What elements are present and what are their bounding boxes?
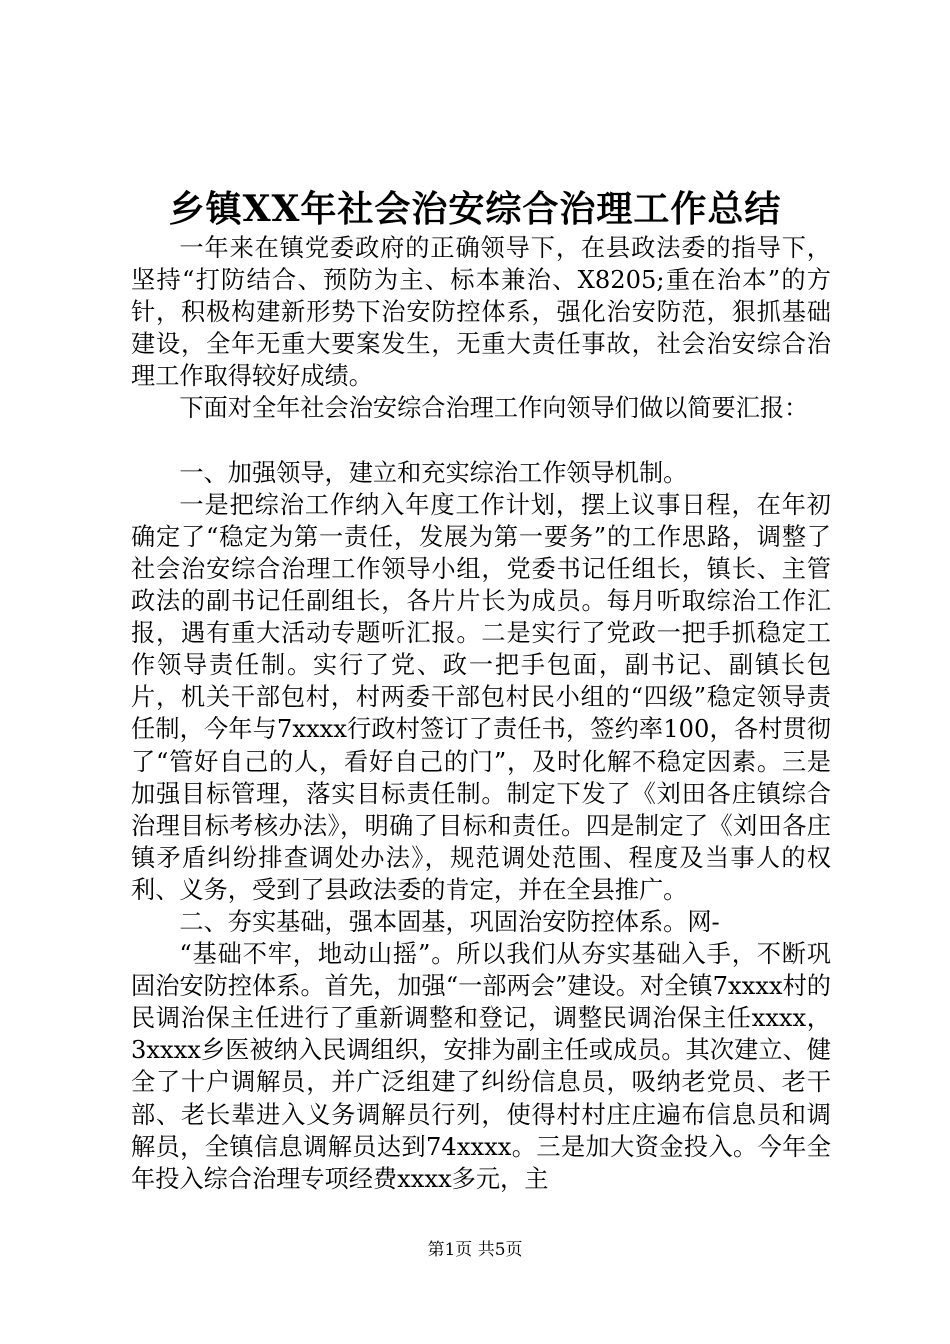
blank-line: [131, 425, 831, 457]
paragraph-report-lead: 下面对全年社会治安综合治理工作向领导们做以简要汇报：: [179, 394, 809, 423]
paragraph-intro: 一年来在镇党委政府的正确领导下，在县政法委的指导下，坚持“打防结合、预防为主、标本兼治、X8205;重在治本”的方针，积极构建新形势下治安防控体系，强化治安防范，狠抓基础建设，全年无重大要案发生，无重大责任事故，社会治安综合治理工作取得较好成绩。: [131, 234, 831, 391]
paragraph-section-1: 一是把综治工作纳入年度工作计划，摆上议事日程，在年初确定了“稳定为第一责任，发展为第一要务”的工作思路，调整了社会治安综合治理工作领导小组，党委书记任组长，镇长、主管政法的副书记任副组长，各片片长为成员。每月听取综治工作汇报，遇有重大活动专题听汇报。二是实行了党政一把手抓稳定工作领导责任制。实行了党、政一把手包面，副书记、副镇长包片，机关干部包村，村两委干部包村民小组的“四级”稳定领导责任制，今年与7xxxx行政村签订了责任书，签约率100，各村贯彻了“管好自己的人，看好自己的门”，及时化解不稳定因素。三是加强目标管理，落实目标责任制。制定下发了《刘田各庄镇综合治理目标考核办法》，明确了目标和责任。四是制定了《刘田各庄镇矛盾纠纷排查调处办法》，规范调处范围、程度及当事人的权利、义务，受到了县政法委的肯定，并在全县推广。: [131, 490, 831, 904]
section-heading-2: 二、夯实基础，强本固基，巩固治安防控体系。网-: [179, 907, 720, 936]
page-number-footer: 第1页 共5页: [427, 1240, 523, 1260]
document-body: [131, 232, 831, 1195]
paragraph-section-2: “基础不牢，地动山摇”。所以我们从夯实基础入手，不断巩固治安防控体系。首先，加强“一部两会”建设。对全镇7xxxx村的民调治保主任进行了重新调整和登记，调整民调治保主任xxxx，3xxxx乡医被纳入民调组织，安排为副主任或成员。其次建立、健全了十户调解员，并广泛组建了纠纷信息员，吸纳老党员、老干部、老长辈进入义务调解员行列，使得村村庄庄遍布信息员和调解员，全镇信息调解员达到74xxxx。三是加大资金投入。今年全年投入综合治理专项经费xxxx多元，主: [131, 940, 831, 1193]
section-heading-1: 一、加强领导，建立和充实综治工作领导机制。: [179, 458, 688, 487]
document-title: 乡镇XX年社会治安综合治理工作总结: [168, 188, 782, 230]
